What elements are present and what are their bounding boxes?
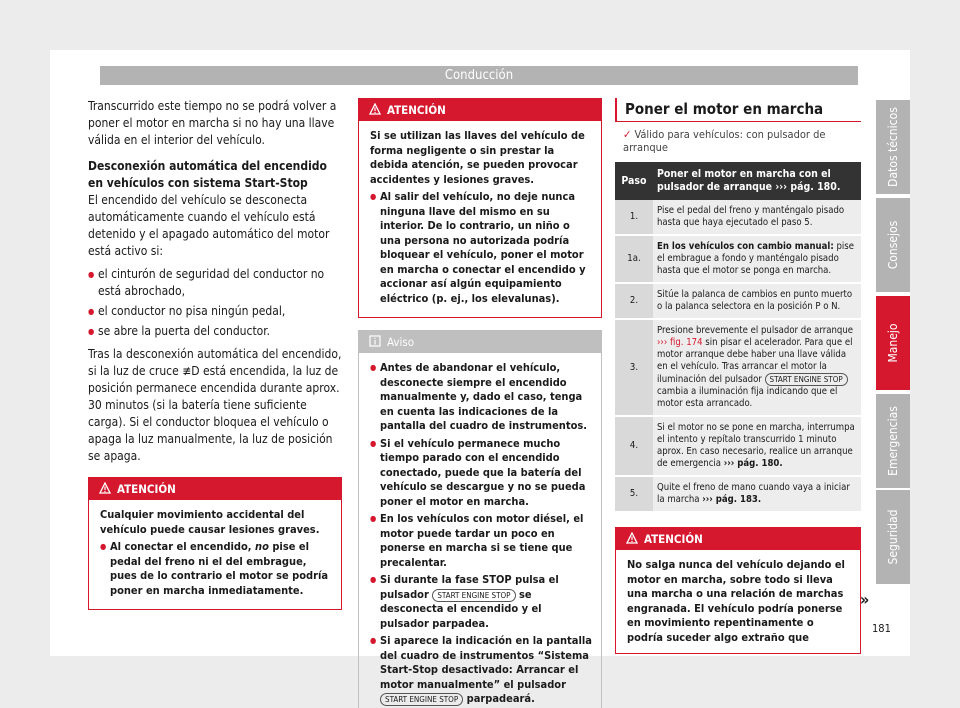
start-engine-stop-key: START ENGINE STOP [765, 373, 848, 386]
tab-manejo[interactable]: Manejo [876, 296, 910, 390]
warning-body: No salga nunca del vehículo dejando el motor en marcha, sobre todo si lleva una marcha o una relación de marchas engranada. El vehículo podría ponerse en movimiento repentinamente o podría suceder algo extraño que [627, 558, 845, 644]
continue-mark: » [860, 590, 870, 609]
low-beam-icon: ≢D [182, 364, 200, 378]
note-body: ● Antes de abandonar el vehículo, desconecte siempre el encendido manualmente y, dado el caso, tenga en cuenta las indicaciones de la pantalla del cuadro de instrumentos. ● Si el vehículo permanece mucho tiempo parado con el encendido conectado, puede que la batería del vehículo se descargue y no se pueda poner el motor en marcha. ● En los vehículos con motor diésel, el motor puede tardar un poco en ponerse en marcha si se tiene que precalentar. ● Si durante la fase STOP pulsa el pulsador START ENGINE STOP se desconecta el encendido y el pulsador parpadea. ● Si aparece la indicación en la pantalla del cuadro de instrumentos “Sistema Start-Stop desactivado: Arrancar el motor manualmente” el pulsador START ENGINE STOP parpadeará. [359, 353, 601, 708]
info-icon [369, 335, 381, 347]
figure-link[interactable]: ››› fig. 174 [657, 337, 703, 348]
warning-header: ATENCIÓN [616, 528, 860, 550]
column-2 [358, 98, 602, 708]
warning-header: ATENCIÓN [89, 478, 341, 500]
section-title: Poner el motor en marcha [615, 98, 861, 122]
paragraph: El encendido del vehículo se desconecta automáticamente cuando el vehículo está detenido y el apagado automático del motor está activo si: [88, 193, 330, 258]
paragraph: Tras la desconexión automática del encendido, si la luz de cruce ≢D está encendida, la luz de posición permanece encendida durante aprox. 30 minutos (si la batería tiene suficiente carga). Si el conductor bloquea el vehículo o apaga la luz manualmente, la luz de posición se apaga. [88, 347, 342, 463]
list-item: ● el cinturón de seguridad del conductor no está abrochado, [88, 266, 342, 300]
list-item: ● el conductor no pisa ningún pedal, [88, 303, 342, 320]
warning-box [88, 477, 342, 610]
table-header-step: Paso [615, 162, 653, 200]
table-header-desc: Poner el motor en marcha con el pulsador de arranque ››› pág. 180. [653, 162, 861, 200]
page-number: 181 [872, 622, 891, 635]
section-heading: Desconexión automática del encendido en vehículos con sistema Start-Stop [88, 159, 327, 190]
note-header: Aviso [359, 331, 601, 353]
intro-text: Transcurrido este tiempo no se podrá volver a poner el motor en marcha si no hay una llave válida en el interior del vehículo. [88, 99, 337, 147]
table-row: 5. Quite el freno de mano cuando vaya a iniciar la marcha ››› pág. 183. [615, 476, 861, 512]
steps-table [615, 162, 861, 513]
page-link[interactable]: ››› pág. 180. [723, 458, 783, 469]
page-link[interactable]: ››› pág. 183. [702, 494, 762, 505]
tab-consejos[interactable]: Consejos [876, 198, 910, 292]
table-row: 1. Pise el pedal del freno y manténgalo pisado hasta que haya ejecutado el paso 5. [615, 200, 861, 235]
table-row: 3. Presione brevemente el pulsador de arranque ››› fig. 174 sin pisar el acelerador. Para que el motor arranque debe haber una llave válida en el vehículo. Tras arrancar el motor la iluminación del pulsador START ENGINE STOP cambia a iluminación fija indicando que el motor esta arrancado. [615, 319, 861, 416]
warning-body: Cualquier movimiento accidental del vehículo puede causar lesiones graves. ● Al conectar el encendido, no pise el pedal del freno ni el del embrague, pues de lo contrario el motor se podría poner en marcha inmediatamente. [89, 500, 341, 609]
warning-icon [99, 482, 111, 494]
warning-box [615, 527, 861, 654]
start-engine-stop-key: START ENGINE STOP [432, 589, 515, 602]
validity-note: ✓ Válido para vehículos: con pulsador de arranque [623, 128, 826, 154]
table-row: 1a. En los vehículos con cambio manual: pise el embrague a fondo y manténgalo pisado hasta que el motor se ponga en marcha. [615, 235, 861, 283]
tab-datos-tecnicos[interactable]: Datos técnicos [876, 100, 910, 194]
warning-body: Si se utilizan las llaves del vehículo de forma negligente o sin prestar la debida atención, se pueden provocar accidentes y lesiones graves. ● Al salir del vehículo, no deje nunca ninguna llave del mismo en su interior. De lo contrario, un niño o una persona no autorizada podría bloquear el vehículo, poner el motor en marcha o conectar el encendido y accionar así algún equipamiento eléctrico (p. ej., los elevalunas). [359, 121, 601, 317]
tab-seguridad[interactable]: Seguridad [876, 490, 910, 584]
column-1 [88, 98, 342, 610]
warning-icon [626, 532, 638, 544]
table-row: 2. Sitúe la palanca de cambios en punto muerto o la palanca selectora en la posición P o N. [615, 283, 861, 319]
page-header: Conducción [100, 66, 858, 85]
warning-box [358, 98, 602, 318]
column-3 [615, 98, 861, 654]
table-row: 4. Si el motor no se pone en marcha, interrumpa el intento y repítalo transcurrido 1 minuto aprox. En caso necesario, realice un arranque de emergencia ››› pág. 180. [615, 416, 861, 476]
warning-header: ATENCIÓN [359, 99, 601, 121]
list-item: ● se abre la puerta del conductor. [88, 323, 342, 340]
tab-emergencias[interactable]: Emergencias [876, 394, 910, 488]
start-engine-stop-key: START ENGINE STOP [380, 693, 463, 706]
note-box [358, 330, 602, 708]
warning-icon [369, 103, 381, 115]
